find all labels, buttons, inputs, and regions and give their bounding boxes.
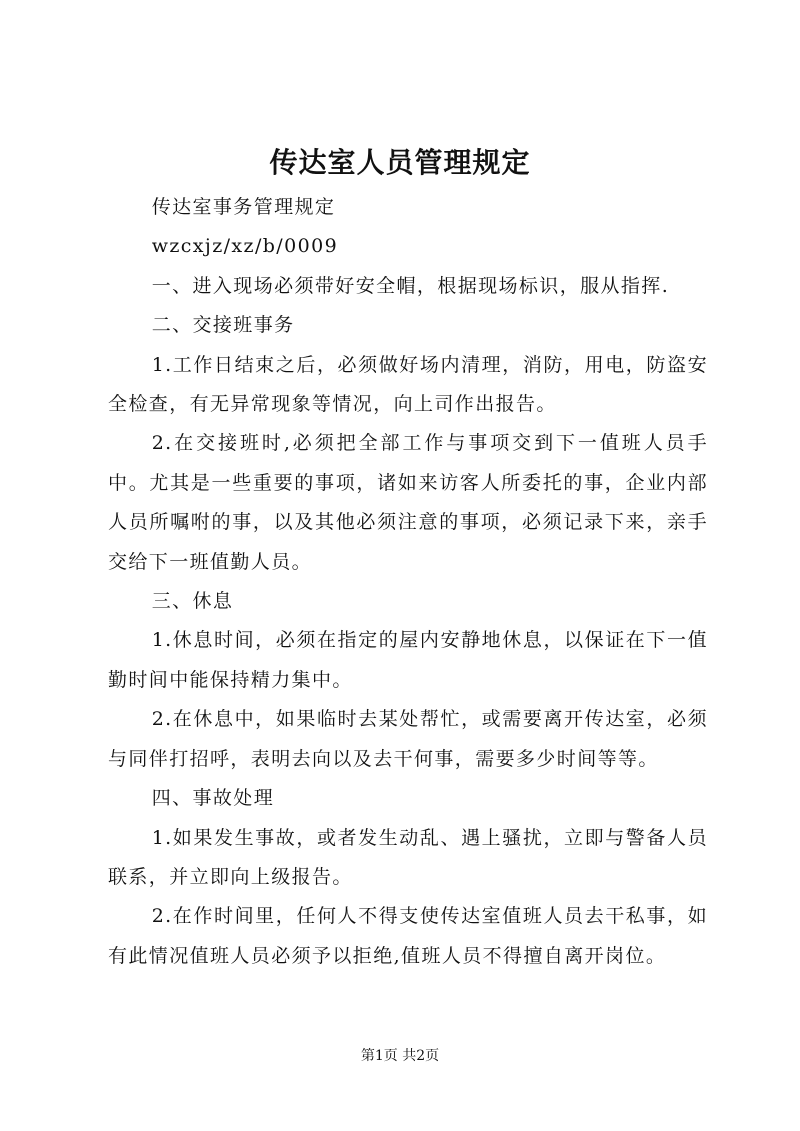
paragraph-handover-item-2: 2.在交接班时,必须把全部工作与事项交到下一值班人员手中。尤其是一些重要的事项，诸如来访客人所委托的事，企业内部人员所嘱咐的事，以及其他必须注意的事项，必须记录下来，亲手交给下一班值勤人员。 bbox=[108, 432, 708, 573]
paragraph-incident-item-1: 1.如果发生事故，或者发生动乱、遇上骚扰，立即与警备人员联系，并立即向上级报告。 bbox=[108, 826, 708, 888]
page-number-footer: 第1页 共2页 bbox=[360, 1048, 440, 1064]
section-heading-shift-handover: 二、交接班事务 bbox=[151, 314, 295, 337]
paragraph-rest-item-1: 1.休息时间，必须在指定的屋内安静地休息，以保证在下一值勤时间中能保持精力集中。 bbox=[108, 629, 708, 691]
document-body bbox=[108, 188, 708, 976]
paragraph-handover-item-1: 1.工作日结束之后，必须做好场内清理，消防，用电，防盗安全检查，有无异常现象等情况，向上司作出报告。 bbox=[108, 353, 708, 416]
section-heading-rest: 三、休息 bbox=[151, 590, 234, 613]
document-title: 传达室人员管理规定 bbox=[269, 146, 531, 179]
paragraph-document-code: wzcxjz/xz/b/0009 bbox=[151, 235, 339, 258]
paragraph-subtitle: 传达室事务管理规定 bbox=[151, 196, 336, 218]
paragraph-rest-item-2: 2.在休息中，如果临时去某处帮忙，或需要离开传达室，必须与同伴打招呼，表明去向以及去干何事，需要多少时间等等。 bbox=[108, 708, 708, 770]
paragraph-incident-item-2: 2.在作时间里，任何人不得支使传达室值班人员去干私事，如有此情况值班人员必须予以拒绝,值班人员不得擅自离开岗位。 bbox=[108, 905, 708, 967]
paragraph-section-1: 一、进入现场必须带好安全帽，根据现场标识，服从指挥. bbox=[151, 274, 670, 297]
section-heading-incident-handling: 四、事故处理 bbox=[151, 787, 275, 810]
